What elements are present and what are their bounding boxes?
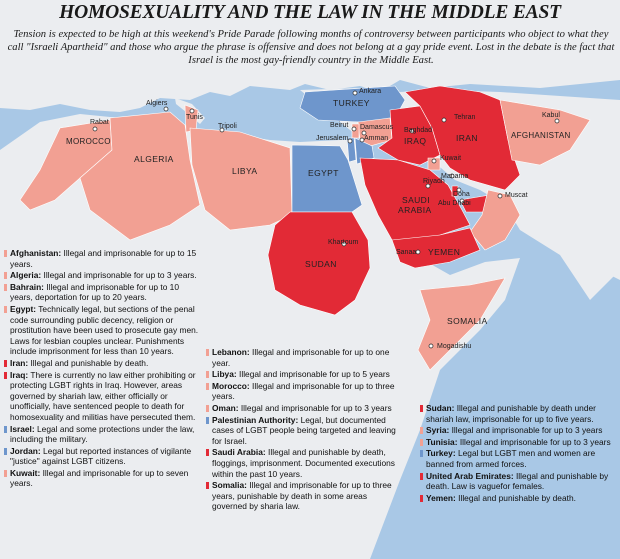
legend-text: Illegal and imprisonable for up to three years, punishable by death in some areas governed by sharia law. — [212, 480, 392, 512]
svg-text:Rabat: Rabat — [90, 119, 109, 126]
legend-country: Jordan: — [10, 445, 41, 456]
legend-swatch — [206, 449, 209, 456]
legend-swatch — [4, 306, 7, 313]
legend-country: Sudan: — [426, 403, 455, 413]
legend-item — [4, 304, 202, 357]
legend-text: Illegal and imprisonable for up to 3 years — [459, 436, 611, 447]
legend-swatch — [4, 360, 7, 367]
legend-text: Illegal and imprisonable for up to one year. — [212, 347, 390, 368]
legend-country: Lebanon: — [212, 347, 250, 357]
legend-text: Illegal and imprisonable for up to 15 years. — [10, 248, 197, 269]
svg-text:Riyadh: Riyadh — [423, 178, 445, 185]
svg-text:Kabul: Kabul — [542, 112, 560, 119]
legend-country: Oman: — [212, 402, 239, 413]
legend-item — [206, 369, 402, 380]
legend-text: Illegal and imprisonable for up to 10 years, deportation for up to 20 years. — [10, 281, 179, 303]
legend-item — [206, 403, 402, 414]
svg-text:Damascus: Damascus — [360, 124, 394, 131]
legend-country: Morocco: — [212, 380, 250, 391]
legend-item — [206, 480, 402, 512]
legend-swatch — [206, 371, 209, 378]
legend-swatch — [420, 439, 423, 446]
svg-text:Tehran: Tehran — [454, 114, 476, 121]
legend-text: Illegal and imprisonable for up to 5 years — [239, 369, 390, 380]
legend-text: Illegal and punishable by death. Law is vaguefor females. — [426, 470, 609, 492]
label-saudi-1: SAUDI — [402, 195, 430, 205]
svg-text:Manama: Manama — [441, 173, 469, 180]
legend-item — [206, 415, 402, 447]
legend-country: Egypt: — [10, 303, 37, 314]
svg-text:Abu Dhabi: Abu Dhabi — [438, 200, 471, 207]
legend-text: There is currently no law either prohibiting or protecting LGBT rights in Iraq. However, areas governed by shariah law, either officially or unofficially, have sentenced people to death for homosexuality and militias have persecuted them. — [10, 369, 196, 422]
label-yemen: YEMEN — [428, 247, 461, 257]
svg-text:Mogadishu: Mogadishu — [437, 343, 472, 350]
legend-swatch — [420, 473, 423, 480]
legend-country: Saudi Arabia: — [212, 447, 266, 458]
city-baghdad — [404, 127, 432, 134]
legend-text: Legal and some protections under the law, including the military. — [10, 423, 195, 445]
legend-item — [206, 381, 402, 402]
legend-text: Illegal and imprisonable for up to three years. — [212, 380, 395, 402]
legend-item — [420, 437, 618, 448]
legend-swatch — [206, 349, 209, 356]
svg-text:Tripoli: Tripoli — [218, 123, 237, 130]
legend-item — [420, 425, 618, 436]
svg-text:Doha: Doha — [453, 191, 470, 198]
legend-item — [206, 447, 402, 479]
city-manama — [441, 173, 468, 180]
svg-text:Khartoum: Khartoum — [328, 239, 359, 246]
svg-text:Baghdad: Baghdad — [404, 127, 433, 134]
legend-text: Illegal and imprisonable for up to 3 years — [240, 402, 392, 413]
legend-text: Illegal and punishable by death. — [30, 357, 149, 368]
legend-column-2 — [206, 347, 402, 513]
svg-text:Sanaa: Sanaa — [396, 249, 417, 256]
svg-text:Muscat: Muscat — [505, 192, 528, 199]
label-iraq: IRAQ — [404, 136, 427, 146]
legend-text: Legal, but documented cases of LGBT people being targeted and leaving for Israel. — [212, 414, 396, 446]
legend-country: United Arab Emirates: — [426, 470, 514, 481]
svg-text:Jerusalem: Jerusalem — [316, 135, 349, 142]
legend-text: Legal but LGBT men and women are banned from armed forces. — [426, 448, 596, 469]
legend-country: Algeria: — [10, 270, 42, 281]
legend-swatch — [420, 427, 423, 434]
legend-text: Illegal and imprisonable for up to seven years. — [10, 467, 189, 489]
legend-item — [4, 270, 202, 281]
svg-text:Beirut: Beirut — [330, 122, 349, 129]
legend-item — [4, 468, 202, 489]
legend-swatch — [206, 482, 209, 489]
legend-item — [4, 424, 202, 445]
city-jerusalem — [316, 135, 352, 143]
legend-country: Iraq: — [10, 369, 29, 380]
legend-country: Iran: — [10, 357, 29, 368]
label-somalia: SOMALIA — [447, 316, 488, 326]
legend-country: Libya: — [212, 369, 237, 380]
legend-swatch — [4, 448, 7, 455]
legend-item — [420, 471, 618, 492]
legend-country: Palestinian Authority: — [212, 414, 299, 425]
legend-country: Kuwait: — [10, 467, 41, 478]
label-sudan: SUDAN — [305, 259, 337, 269]
legend-swatch — [4, 372, 7, 379]
legend-country: Yemen: — [426, 492, 456, 503]
legend-item — [4, 358, 202, 369]
legend-country: Afghanistan: — [10, 248, 62, 258]
label-algeria: ALGERIA — [134, 154, 174, 164]
legend-item — [420, 448, 618, 469]
intro-paragraph: Tension is expected to be high at this weekend's Pride Parade following months of controversy between participants who object to what they call "Israeli Apartheid" and those who argue the phrase is offensive and does not belong at a gay pride event. Lost in the debate is the fact that Israel is the most gay-friendly country in the Middle East. — [7, 29, 615, 66]
svg-text:Ankara: Ankara — [359, 88, 382, 95]
legend-column-3 — [420, 403, 618, 504]
legend-column-1 — [4, 248, 202, 490]
legend-country: Bahrain: — [10, 281, 44, 292]
svg-text:Tunis: Tunis — [186, 114, 203, 121]
legend-item — [4, 446, 202, 467]
legend-item — [206, 347, 402, 368]
legend-country: Somalia: — [212, 480, 247, 491]
city-abu-dhabi — [438, 199, 471, 207]
legend-item — [4, 282, 202, 303]
label-turkey: TURKEY — [333, 98, 370, 108]
legend-text: Illegal and imprisonable for up to 3 years — [451, 425, 603, 436]
label-libya: LIBYA — [232, 166, 258, 176]
legend-item — [420, 493, 618, 504]
label-morocco: MOROCCO — [66, 137, 111, 146]
legend-country: Syria: — [426, 425, 450, 436]
legend-swatch — [420, 495, 423, 502]
label-egypt: EGYPT — [308, 168, 339, 178]
legend-item — [420, 403, 618, 424]
legend-swatch — [4, 284, 7, 291]
legend-text: Technically legal, but sections of the penal code surrounding public decency, religion or prostitution have been used to prosecute gay men. Laws for lesbian couples unclear. Punishments include imprisonment for less than 10 years. — [10, 303, 199, 357]
legend-text: Legal but reported instances of vigilante "justice" against LGBT citizens. — [10, 445, 192, 467]
city-khartoum — [328, 239, 359, 246]
legend-country: Tunisia: — [426, 436, 458, 447]
legend-swatch — [4, 470, 7, 477]
label-afghanistan: AFGHANISTAN — [511, 131, 571, 140]
legend-country: Israel: — [10, 423, 35, 434]
svg-text:Algiers: Algiers — [146, 100, 168, 107]
label-iran: IRAN — [456, 133, 478, 143]
city-amman — [360, 135, 388, 142]
legend-swatch — [420, 450, 423, 457]
legend-swatch — [206, 405, 209, 412]
svg-text:Kuwait: Kuwait — [440, 155, 462, 162]
legend-swatch — [206, 383, 209, 390]
page-title: HOMOSEXUALITY AND THE LAW IN THE MIDDLE EAST — [59, 2, 561, 23]
legend-text: Illegal and punishable by death, floggings, imprisonment. Documented executions within the past 10 years. — [212, 447, 395, 479]
legend-swatch — [206, 417, 209, 424]
legend-text: Illegal and punishable by death under shariah law, imprisonable for up to five years. — [426, 403, 596, 424]
svg-text:Amman: Amman — [364, 135, 389, 142]
label-saudi-2: ARABIA — [398, 205, 432, 215]
legend-country: Turkey: — [426, 448, 456, 459]
legend-swatch — [4, 426, 7, 433]
legend-swatch — [4, 272, 7, 279]
legend-text: Illegal and punishable by death. — [458, 492, 576, 503]
legend-item — [4, 370, 202, 423]
legend-swatch — [4, 250, 7, 257]
legend-text: Illegal and imprisonable for up to 3 years. — [43, 270, 197, 281]
legend-swatch — [420, 405, 423, 412]
legend-item — [4, 248, 202, 269]
